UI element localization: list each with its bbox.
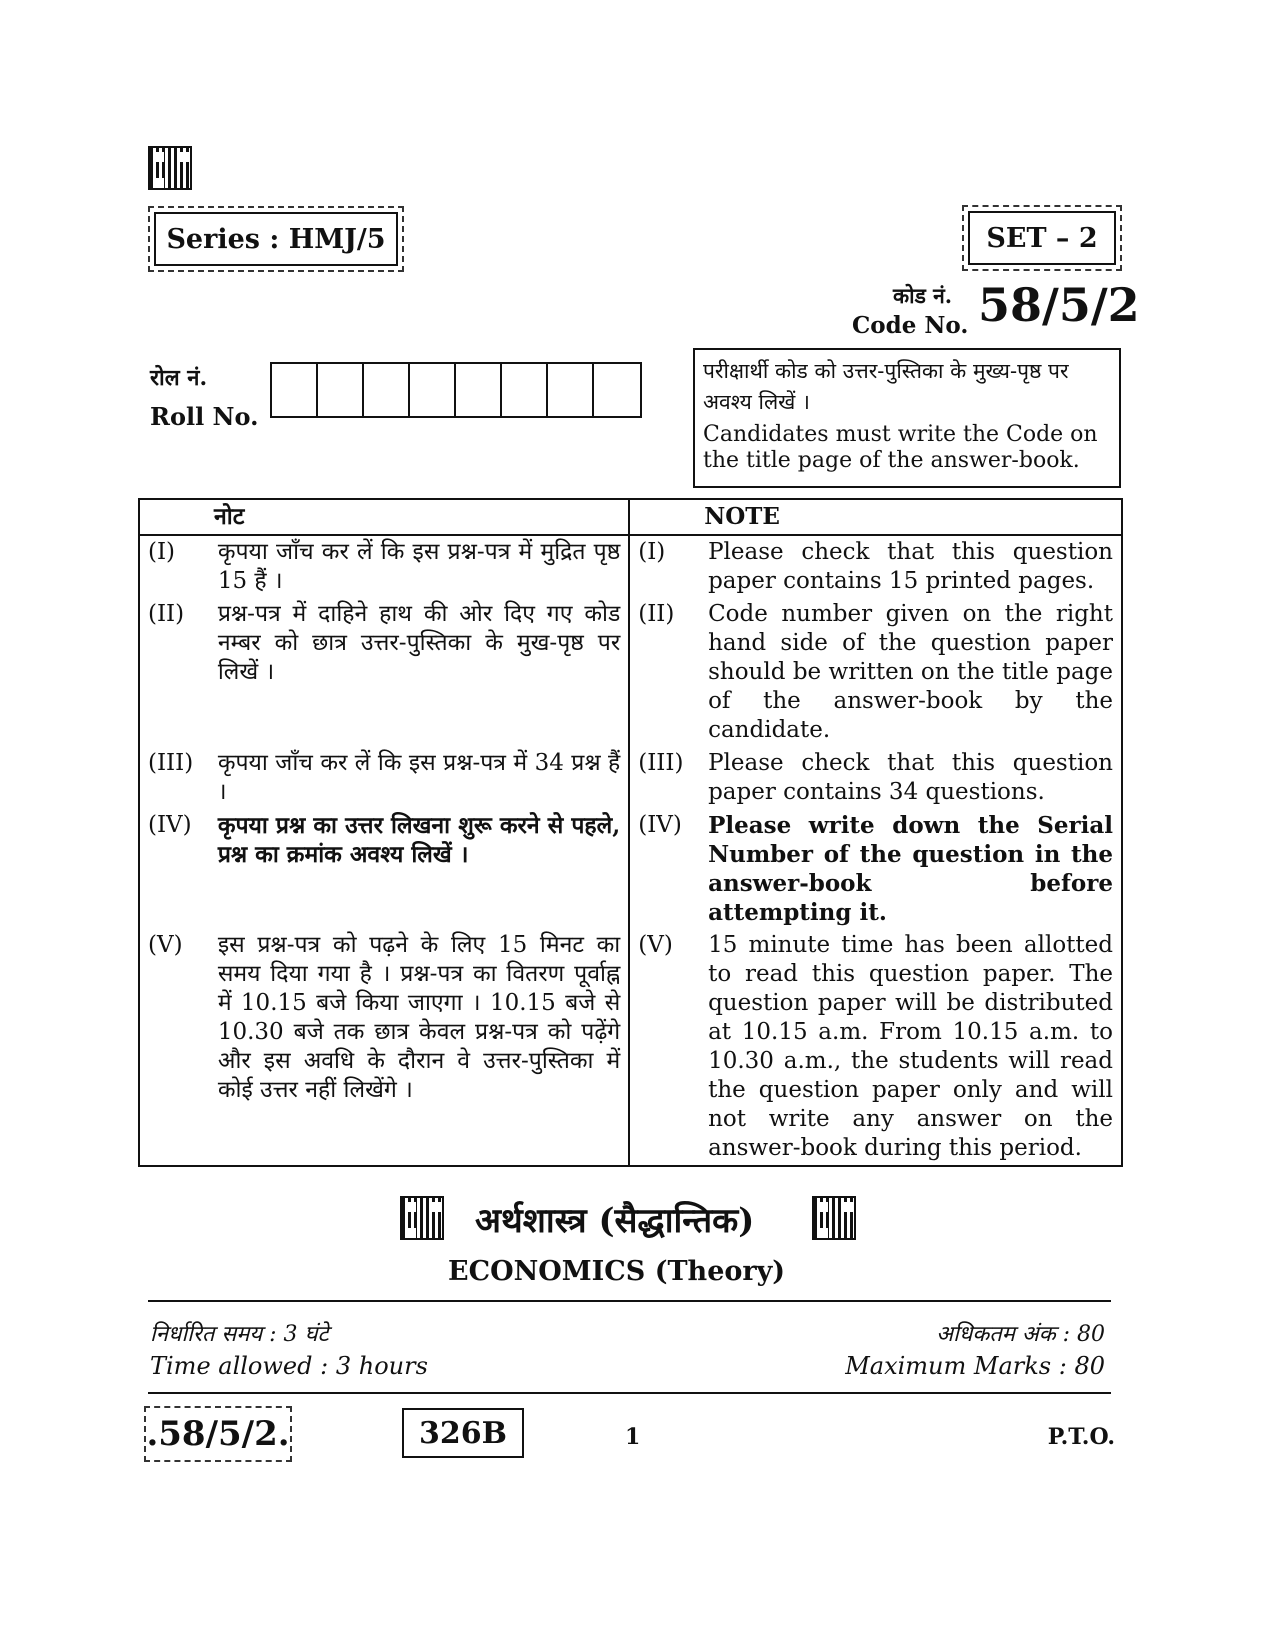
page-number: 1 <box>625 1424 641 1450</box>
qr-code-top <box>148 146 192 190</box>
note-num: (III) <box>629 747 700 809</box>
marks-en: Maximum Marks : 80 <box>845 1352 1105 1380</box>
roll-cell[interactable] <box>410 364 456 416</box>
note-text-en: Please write down the Serial Number of the question in the answer-book before attempting it. <box>700 809 1122 929</box>
roll-cell[interactable] <box>548 364 594 416</box>
marks-hi: अधिकतम अंक : 80 <box>936 1322 1105 1347</box>
note-row <box>139 809 1122 929</box>
roll-cell[interactable] <box>502 364 548 416</box>
note-text-en: Please check that this question paper contains 15 printed pages. <box>700 535 1122 598</box>
pto-label: P.T.O. <box>1047 1424 1115 1450</box>
time-en: Time allowed : 3 hours <box>150 1352 428 1380</box>
code-number: 58/5/2 <box>978 278 1140 332</box>
set-label: SET – 2 <box>968 211 1116 265</box>
roll-cell[interactable] <box>594 364 640 416</box>
roll-label-hi: रोल नं. <box>150 365 208 391</box>
qr-code-right <box>812 1196 856 1240</box>
note-num: (V) <box>139 929 210 1166</box>
code-label-en: Code No. <box>852 312 969 339</box>
paper-code-box: 326B <box>402 1408 524 1458</box>
footer-code-frame <box>144 1406 292 1462</box>
note-row <box>139 598 1122 747</box>
note-text-hi: प्रश्न-पत्र में दाहिने हाथ की ओर दिए गए कोड नम्बर को छात्र उत्तर-पुस्तिका के मुख-पृष्ठ पर लिखें । <box>217 601 621 685</box>
note-num: (III) <box>139 747 210 809</box>
note-text-hi: इस प्रश्न-पत्र को पढ़ने के लिए 15 मिनट का समय दिया गया है । प्रश्न-पत्र का वितरण पूर्वाह्न में 10.15 बजे किया जाएगा । 10.15 बजे से 10.30 बजे तक छात्र केवल प्रश्न-पत्र को पढ़ेंगे और इस अवधि के दौरान वे उत्तर-पुस्तिका में कोई उत्तर नहीं लिखेंगे । <box>210 929 629 1166</box>
note-row <box>139 747 1122 809</box>
code-label-hi: कोड नं. <box>893 283 953 308</box>
note-row <box>139 929 1122 1166</box>
roll-number-boxes[interactable] <box>270 362 642 418</box>
roll-cell[interactable] <box>272 364 318 416</box>
note-num: (II) <box>629 598 700 747</box>
note-title-hi: नोट <box>214 503 245 530</box>
note-row <box>139 535 1122 598</box>
footer-code: .58/5/2. <box>146 1414 290 1454</box>
note-num: (I) <box>139 535 210 598</box>
qr-code-left <box>400 1196 444 1240</box>
note-title-en: NOTE <box>704 503 780 530</box>
note-text-en: 15 minute time has been allotted to read this question paper. The question paper will be distributed at 10.15 a.m. From 10.15 a.m. to 10.30 a.m., the students will read the question paper only and will not write any answer on the answer-book during this period. <box>700 929 1122 1166</box>
code-notice-hi: परीक्षार्थी कोड को उत्तर-पुस्तिका के मुख्य-पृष्ठ पर अवश्य लिखें । <box>703 359 1069 414</box>
divider-bottom <box>148 1392 1111 1394</box>
roll-cell[interactable] <box>456 364 502 416</box>
subject-title-en: ECONOMICS (Theory) <box>448 1256 786 1287</box>
divider-top <box>148 1300 1111 1302</box>
code-notice-en: Candidates must write the Code on the title page of the answer-book. <box>703 422 1098 473</box>
note-text-en: Please check that this question paper contains 34 questions. <box>700 747 1122 809</box>
roll-cell[interactable] <box>318 364 364 416</box>
note-num: (II) <box>139 598 210 747</box>
roll-cell[interactable] <box>364 364 410 416</box>
note-text-en: Code number given on the right hand side of the question paper should be written on the title page of the answer-book by the candidate. <box>700 598 1122 747</box>
code-notice-box <box>693 348 1121 488</box>
note-num: (I) <box>629 535 700 598</box>
series-frame <box>148 206 404 272</box>
note-num: (IV) <box>629 809 700 929</box>
note-text-hi: कृपया जाँच कर लें कि इस प्रश्न-पत्र में मुद्रित पृष्ठ 15 हैं । <box>217 539 621 594</box>
roll-label-en: Roll No. <box>150 402 259 431</box>
time-hi: निर्धारित समय : 3 घंटे <box>150 1322 329 1347</box>
note-num: (IV) <box>139 809 210 929</box>
series-label: Series : HMJ/5 <box>154 212 398 266</box>
set-frame <box>962 205 1122 271</box>
subject-title-hi: अर्थशास्त्र (सैद्धान्तिक) <box>475 1201 755 1241</box>
instructions-table <box>138 498 1123 1167</box>
note-num: (V) <box>629 929 700 1166</box>
note-text-hi: कृपया प्रश्न का उत्तर लिखना शुरू करने से पहले, प्रश्न का क्रमांक अवश्य लिखें । <box>217 812 621 868</box>
note-text-hi: कृपया जाँच कर लें कि इस प्रश्न-पत्र में 34 प्रश्न हैं । <box>217 750 621 805</box>
